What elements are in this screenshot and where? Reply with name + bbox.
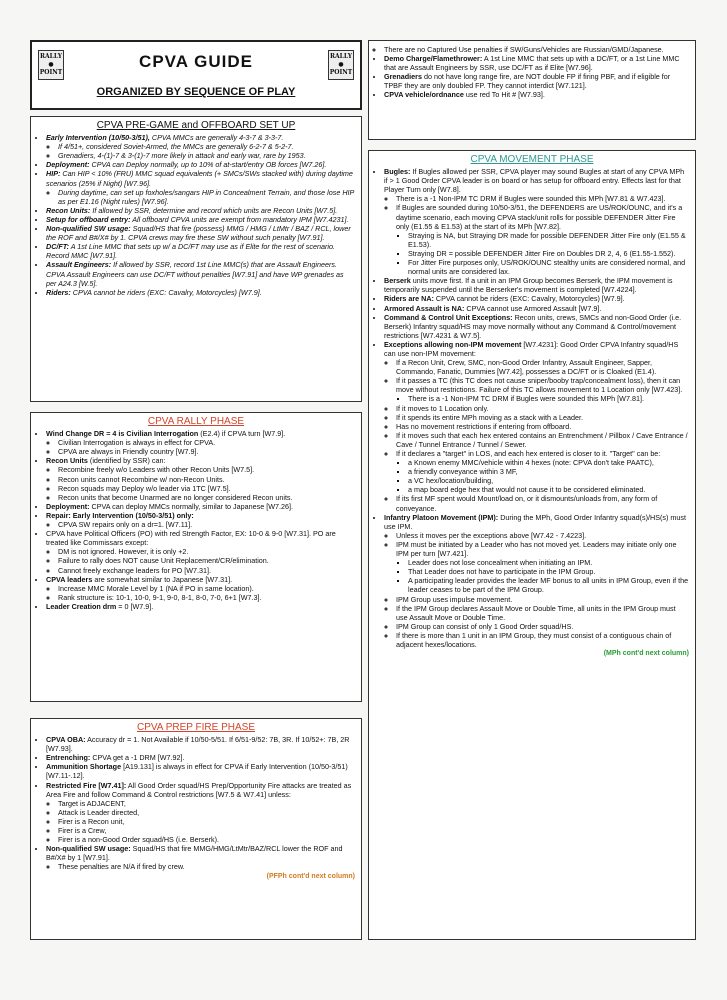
- rally-title: CPVA RALLY PHASE: [147, 416, 245, 427]
- list-item: ◦ Recon units that become Unarmed are no longer considered Recon units.: [58, 493, 355, 502]
- list-item: ◦ If it moves such that each hex entered contains an Entrenchment / Pillbox / Cave Entrance / Cave / Tunnel Entrance / Tunnel / Sewer.: [396, 431, 689, 449]
- list-item: ◦ CPVA are always in Friendly country [W7.9].: [58, 447, 355, 456]
- list-item: • Demo Charge/Flamethrower: A 1st Line MMC that sets up with a DC/FT, or a 1st Line MMC that are Assault Engineers by SSR, use DC/FT as if Elite [W7.96].: [384, 54, 689, 72]
- list-item: ▪ a map board edge hex that would not cause it to be considered eliminated.: [408, 485, 689, 494]
- list-item: ▪ A participating leader provides the leader MF bonus to all units in IPM Group, even if the leader ceases to be part of the IPM Group.: [408, 576, 689, 594]
- list-item: • Grenadiers do not have long range fire, are NOT double FP if firing PBF, and if eligible for TPBF they are only doubled FP. They cannot interdict [W7.121].: [384, 72, 689, 90]
- list-item: ◦ There are no Captured Use penalties if SW/Guns/Vehicles are Russian/GMD/Japanese.: [384, 45, 689, 54]
- list-item: ▪ There is a -1 Non-IPM TC DRM if Bugles were sounded this MPh [W7.81].: [408, 394, 689, 403]
- list-item: ◦ DM is not ignored. However, it is only +2.: [58, 547, 355, 556]
- list-item: • Exceptions allowing non-IPM movement [W7.4231]: Good Order CPVA Infantry squad/HS can use non-IPM movement: ◦ If a Recon Unit, Crew, SMC, non-Good Order Infantry, Assault Engineer, Sapper, Commando, Fanatic, Dummies [W7.42], possesses a DC/FT or is Cloaked (E1.4). ◦ If it passes a TC (this TC does not cause sniper/booby trap/concealment loss), then it can move without restrictions. Failure of this TC allows movement to 1 Location only [W7.423]. ▪ There is a -1 Non-IPM TC DRM if Bugles were sounded this MPh [W7.81]. ◦ If it moves to 1 Location only. ◦ If it spends its entire MPh moving as a stack with a Leader. ◦ Has no movement restrictions if entering from offboard. ◦ If it moves such that each hex entered contains an Entrenchment / Pillbox / Cave Entrance / Cave / Tunnel Entrance / Tunnel / Sewer. ◦ If it declares a "target" in LOS, and each hex entered is closer to it. "Target" can be: ▪ a Known enemy MMC/vehicle within 4 hexes (note: CPVA don't take PAATC), ▪ a friendly conveyance within 3 MF, ▪ a VC hex/location/building, ▪ a map board edge hex that would not cause it to be considered eliminated. ◦ If its first MF spent would Mount/load on, or it dismounts/unloads from, any form of conveyance.: [384, 340, 689, 513]
- list-item: ◦ If a Recon Unit, Crew, SMC, non-Good Order Infantry, Assault Engineer, Sapper, Commando, Fanatic, Dummies [W7.42], possesses a DC/FT or is Cloaked (E1.4).: [396, 358, 689, 376]
- list-item: • Recon Units (identified by SSR) can: ◦ Recombine freely w/o Leaders with other Recon Units [W7.5]. ◦ Recon units cannot Recombine w/ non-Recon Units. ◦ Recon squads may Deploy w/o leader via 1TC [W7.5]. ◦ Recon units that become Unarmed are no longer considered Recon units.: [46, 456, 355, 501]
- list-item: ▪ For Jitter Fire purposes only, US/ROK/OUNC stealthy units are considered normal, and normal units are considered lax.: [408, 258, 689, 276]
- list-item: ◦ If it spends its entire MPh moving as a stack with a Leader.: [396, 413, 689, 422]
- list-item: • Restricted Fire [W7.41]: All Good Order squad/HS Prep/Opportunity Fire attacks are treated as Area Fire and follow Command & Control restrictions [W7.5 & W7.41] unless: ◦ Target is ADJACENT, ◦ Attack is Leader directed, ◦ Firer is a Recon unit, ◦ Firer is a Crew, ◦ Firer is a non-Good Order squad/HS (i.e. Berserk).: [46, 781, 355, 845]
- list-item: • Infantry Platoon Movement (IPM): During the MPh, Good Order Infantry squad(s)/HS(s) must use IPM. ◦ Unless it moves per the exceptions above [W7.42 - 7.4223]. ◦ IPM must be initiated by a Leader who has not moved yet. Leaders may initiate only one IPM per turn [W7.421]. ▪ Leader does not lose concealment when initiating an IPM. ▪ That Leader does not have to participate in the IPM Group. ▪ A participating leader provides the leader MF bonus to all units in IPM Group, even if the leader ceases to be part of the IPM Group. ◦ IPM Group uses impulse movement. ◦ If the IPM Group declares Assault Move or Double Time, all units in the IPM Group must use Assault Move or Double Time. ◦ IPM Group can consist of only 1 Good Order squad/HS. ◦ If there is more than 1 unit in an IPM Group, they must consist of a contiguous chain of adjacent hexes/locations.: [384, 513, 689, 649]
- movement-continued: (MPh cont'd next column): [603, 650, 689, 658]
- list-item: • Leader Creation drm = 0 [W7.9].: [46, 602, 355, 611]
- list-item: • Recon Units: If allowed by SSR, determine and record which units are Recon Units [W7.5].: [46, 206, 355, 215]
- list-item: ◦ Recon units cannot Recombine w/ non-Recon Units.: [58, 475, 355, 484]
- list-item: ◦ Target is ADJACENT,: [58, 799, 355, 808]
- list-item: ◦ Unless it moves per the exceptions above [W7.42 - 7.4223].: [396, 531, 689, 540]
- list-item: ◦ These penalties are N/A if fired by crew.: [58, 862, 355, 871]
- list-item: ◦ Rank structure is: 10-1, 10-0, 9-1, 9-0, 8-1, 8-0, 7-0, 6+1 [W7.3].: [58, 593, 355, 602]
- list-item: ▪ a friendly conveyance within 3 MF,: [408, 467, 689, 476]
- list-item: ◦ Attack is Leader directed,: [58, 808, 355, 817]
- list-item: ◦ IPM must be initiated by a Leader who has not moved yet. Leaders may initiate only one IPM per turn [W7.421]. ▪ Leader does not lose concealment when initiating an IPM. ▪ That Leader does not have to participate in the IPM Group. ▪ A participating leader provides the leader MF bonus to all units in IPM Group, even if the leader ceases to be part of the IPM Group.: [396, 540, 689, 595]
- list-item: • Early Intervention (10/50-3/51), CPVA MMCs are generally 4-3-7 & 3-3-7. ◦ If 4/51+, considered Soviet-Armed, the MMCs are generally 6-2-7 & 5-2-7. ◦ Grenadiers, 4-(1)-7 & 3-(1)-7 more likely in attack and early war, rare by 1953.: [46, 133, 355, 160]
- list-item: ◦ Cannot freely exchange leaders for PO [W7.31].: [58, 566, 355, 575]
- rally-point-logo-left: RALLY ● POINT: [38, 50, 64, 80]
- list-item: ◦ Firer is a Crew,: [58, 826, 355, 835]
- list-item: • CPVA OBA: Accuracy dr = 1. Not Available if 10/50-5/51. If 6/51-9/52: 7B, 3R. If 10/52+: 7B, 2R [W7.93].: [46, 735, 355, 753]
- list-item: ◦ IPM Group can consist of only 1 Good Order squad/HS.: [396, 622, 689, 631]
- list-item: ◦ Increase MMC Morale Level by 1 (NA if PO in same location).: [58, 584, 355, 593]
- list-item: • Assault Engineers: If allowed by SSR, record 1st Line MMC(s) that are Assault Engineers. CPVA Assault Engineers can use DC/FT without penalties [W7.91] and have WP grenades as per A24.3 [W.5].: [46, 260, 355, 287]
- list-item: • Non-qualified SW usage: Squad/HS that fire (possess) MMG / HMG / LtMtr / BAZ / RCL, lower the ROF and B#/X# by 1. CPVA crews may fire these SW without such penalty [W7.91].: [46, 224, 355, 242]
- pregame-section: [30, 116, 362, 402]
- pregame-title: CPVA PRE-GAME and OFFBOARD SET UP: [96, 120, 296, 131]
- list-item: ◦ There is a -1 Non-IPM TC DRM if Bugles were sounded this MPh [W7.81 & W7.423].: [396, 194, 689, 203]
- list-item: ◦ If there is more than 1 unit in an IPM Group, they must consist of a contiguous chain of adjacent hexes/locations.: [396, 631, 689, 649]
- list-item: ◦ If the IPM Group declares Assault Move or Double Time, all units in the IPM Group must use Assault Move or Double Time.: [396, 604, 689, 622]
- list-item: ◦ CPVA SW repairs only on a dr=1. [W7.11].: [58, 520, 355, 529]
- movement-list: [375, 167, 689, 649]
- list-item: ◦ Recon squads may Deploy w/o leader via 1TC [W7.5].: [58, 484, 355, 493]
- list-item: • CPVA have Political Officers (PO) with red Strength Factor, EX: 10-0 & 9-0 [W7.31]. PO are treated like Commissars except: ◦ DM is not ignored. However, it is only +2. ◦ Failure to rally does NOT cause Unit Replacement/CR/elimination. ◦ Cannot freely exchange leaders for PO [W7.31].: [46, 529, 355, 574]
- list-item: • Repair: Early Intervention (10/50-3/51) only: ◦ CPVA SW repairs only on a dr=1. [W7.11].: [46, 511, 355, 529]
- list-item: • Deployment: CPVA can Deploy normally, up to 10% of at-start/entry OB forces [W7.26].: [46, 160, 355, 169]
- list-item: ◦ Grenadiers, 4-(1)-7 & 3-(1)-7 more likely in attack and early war, rare by 1953.: [58, 151, 355, 160]
- list-item: • Bugles: If Bugles allowed per SSR, CPVA player may sound Bugles at start of any CPVA MPh if > 1 Good Order CPVA leader is on board or has setup for offboard entry. Effects last for that Player Turn only [W7.8]. ◦ There is a -1 Non-IPM TC DRM if Bugles were sounded this MPh [W7.81 & W7.423]. ◦ If Bugles are sounded during 10/50-3/51, the DEFENDERS are US/ROK/OUNC, and it's a daytime scenario, each moving CPVA stack/unit rolls for possible DEFENDER Jitter Fire only (E1.55 & E1.53) at the start of its MPh [W7.82]. ▪ Straying is NA, but Straying DR made for possible DEFENDER Jitter Fire only (E1.55 & E1.53). ▪ Straying DR = possible DEFENDER Jitter Fire on Doubles DR 2, 4, 6 (E1.55-1.552). ▪ For Jitter Fire purposes only, US/ROK/OUNC stealthy units are considered normal, and normal units are considered lax.: [384, 167, 689, 276]
- list-item: ◦ Has no movement restrictions if entering from offboard.: [396, 422, 689, 431]
- list-item: • Berserk units move first. If a unit in an IPM Group becomes Berserk, the IPM movement is temporarily suspended until the Berserker's movement is completed [W7.4224].: [384, 276, 689, 294]
- list-item: • Wind Change DR = 4 is Civilian Interrogation (E2.4) if CPVA turn [W7.9]. ◦ Civilian Interrogation is always in effect for CPVA. ◦ CPVA are always in Friendly country [W7.9].: [46, 429, 355, 456]
- list-item: ◦ Failure to rally does NOT cause Unit Replacement/CR/elimination.: [58, 556, 355, 565]
- list-item: ◦ During daytime, can set up foxholes/sangars HIP in Concealment Terrain, and those lose HIP as per E1.16 (Night rules) [W7.96].: [58, 188, 355, 206]
- prepfire-title: CPVA PREP FIRE PHASE: [136, 722, 255, 733]
- movement-title: CPVA MOVEMENT PHASE: [470, 154, 594, 165]
- guide-title: CPVA GUIDE: [139, 52, 253, 71]
- list-item: ◦ Recombine freely w/o Leaders with other Recon Units [W7.5].: [58, 465, 355, 474]
- list-item: • Entrenching: CPVA get a -1 DRM [W7.92].: [46, 753, 355, 762]
- movement-section: [368, 150, 696, 940]
- list-item: • Riders are NA: CPVA cannot be riders (EXC: Cavalry, Motorcycles) [W7.9].: [384, 294, 689, 303]
- list-item: • Deployment: CPVA can deploy MMCs normally, similar to Japanese [W7.26].: [46, 502, 355, 511]
- list-item: ◦ If it moves to 1 Location only.: [396, 404, 689, 413]
- list-item: ◦ Firer is a non-Good Order squad/HS (i.e. Berserk).: [58, 835, 355, 844]
- list-item: ◦ Civilian Interrogation is always in effect for CPVA.: [58, 438, 355, 447]
- title-box: [30, 40, 362, 110]
- list-item: • DC/FT: A 1st Line MMC that sets up w/ a DC/FT may use as if Elite for the rest of scenario. Record MMC [W7.91].: [46, 242, 355, 260]
- pregame-list: [37, 133, 355, 297]
- list-item: ▪ Straying DR = possible DEFENDER Jitter Fire on Doubles DR 2, 4, 6 (E1.55-1.552).: [408, 249, 689, 258]
- list-item: ▪ That Leader does not have to participate in the IPM Group.: [408, 567, 689, 576]
- list-item: • CPVA vehicle/ordnance use red To Hit # [W7.93].: [384, 90, 689, 99]
- prepfire-continued: (PFPh cont'd next column): [266, 872, 355, 880]
- list-item: • Armored Assault is NA: CPVA cannot use Armored Assault [W7.9].: [384, 304, 689, 313]
- right-top-section: [368, 40, 696, 140]
- list-item: • CPVA leaders are somewhat similar to Japanese [W7.31]. ◦ Increase MMC Morale Level by 1 (NA if PO in same location). ◦ Rank structure is: 10-1, 10-0, 9-1, 9-0, 8-1, 8-0, 7-0, 6+1 [W7.3].: [46, 575, 355, 602]
- list-item: ▪ Leader does not lose concealment when initiating an IPM.: [408, 558, 689, 567]
- list-item: ◦ If its first MF spent would Mount/load on, or it dismounts/unloads from, any form of conveyance.: [396, 494, 689, 512]
- list-item: • Ammunition Shortage [A19.131] is always in effect for CPVA if Early Intervention (10/50-3/51) [W7.11-.12].: [46, 762, 355, 780]
- list-item: • Command & Control Unit Exceptions: Recon units, crews, SMCs and non-Good Order (i.e. Berserk) Infantry squad/HS may move normally without any Command & Control/movement restrictions [W7.4231 & W7.5].: [384, 313, 689, 340]
- rally-point-logo-right: RALLY ● POINT: [328, 50, 354, 80]
- list-item: ▪ a VC hex/location/building,: [408, 476, 689, 485]
- list-item: ▪ a Known enemy MMC/vehicle within 4 hexes (note: CPVA don't take PAATC),: [408, 458, 689, 467]
- rally-section: [30, 412, 362, 702]
- prepfire-section: [30, 718, 362, 940]
- list-item: • Riders: CPVA cannot be riders (EXC: Cavalry, Motorcycles) [W7.9].: [46, 288, 355, 297]
- list-item: ◦ IPM Group uses impulse movement.: [396, 595, 689, 604]
- list-item: • HIP: Can HIP < 10% (FRU) MMC squad equivalents (+ SMCs/SWs stacked with) during daytime scenarios (25% if Night) [W7.96]. ◦ During daytime, can set up foxholes/sangars HIP in Concealment Terrain, and those lose HIP as per E1.16 (Night rules) [W7.96].: [46, 169, 355, 205]
- list-item: ▪ Straying is NA, but Straying DR made for possible DEFENDER Jitter Fire only (E1.55 & E1.53).: [408, 231, 689, 249]
- list-item: ◦ Firer is a Recon unit,: [58, 817, 355, 826]
- list-item: ◦ If it declares a "target" in LOS, and each hex entered is closer to it. "Target" can be: ▪ a Known enemy MMC/vehicle within 4 hexes (note: CPVA don't take PAATC), ▪ a friendly conveyance within 3 MF, ▪ a VC hex/location/building, ▪ a map board edge hex that would not cause it to be considered eliminated.: [396, 449, 689, 494]
- list-item: ◦ If Bugles are sounded during 10/50-3/51, the DEFENDERS are US/ROK/OUNC, and it's a daytime scenario, each moving CPVA stack/unit rolls for possible DEFENDER Jitter Fire only (E1.55 & E1.53) at the start of its MPh [W7.82]. ▪ Straying is NA, but Straying DR made for possible DEFENDER Jitter Fire only (E1.55 & E1.53). ▪ Straying DR = possible DEFENDER Jitter Fire on Doubles DR 2, 4, 6 (E1.55-1.552). ▪ For Jitter Fire purposes only, US/ROK/OUNC stealthy units are considered normal, and normal units are considered lax.: [396, 203, 689, 276]
- list-item: ◦ If it passes a TC (this TC does not cause sniper/booby trap/concealment loss), then it can move without restrictions. Failure of this TC allows movement to 1 Location only [W7.423]. ▪ There is a -1 Non-IPM TC DRM if Bugles were sounded this MPh [W7.81].: [396, 376, 689, 403]
- list-item: • Setup for offboard entry: All offboard CPVA units are exempt from mandatory IPM [W7.4231].: [46, 215, 355, 224]
- list-item: • Non-qualified SW usage: Squad/HS that fire MMG/HMG/LtMtr/BAZ/RCL lower the ROF and B#/X# by 1 [W7.91]. ◦ These penalties are N/A if fired by crew.: [46, 844, 355, 871]
- list-item: ◦ If 4/51+, considered Soviet-Armed, the MMCs are generally 6-2-7 & 5-2-7.: [58, 142, 355, 151]
- guide-subtitle: ORGANIZED BY SEQUENCE OF PLAY: [96, 86, 296, 98]
